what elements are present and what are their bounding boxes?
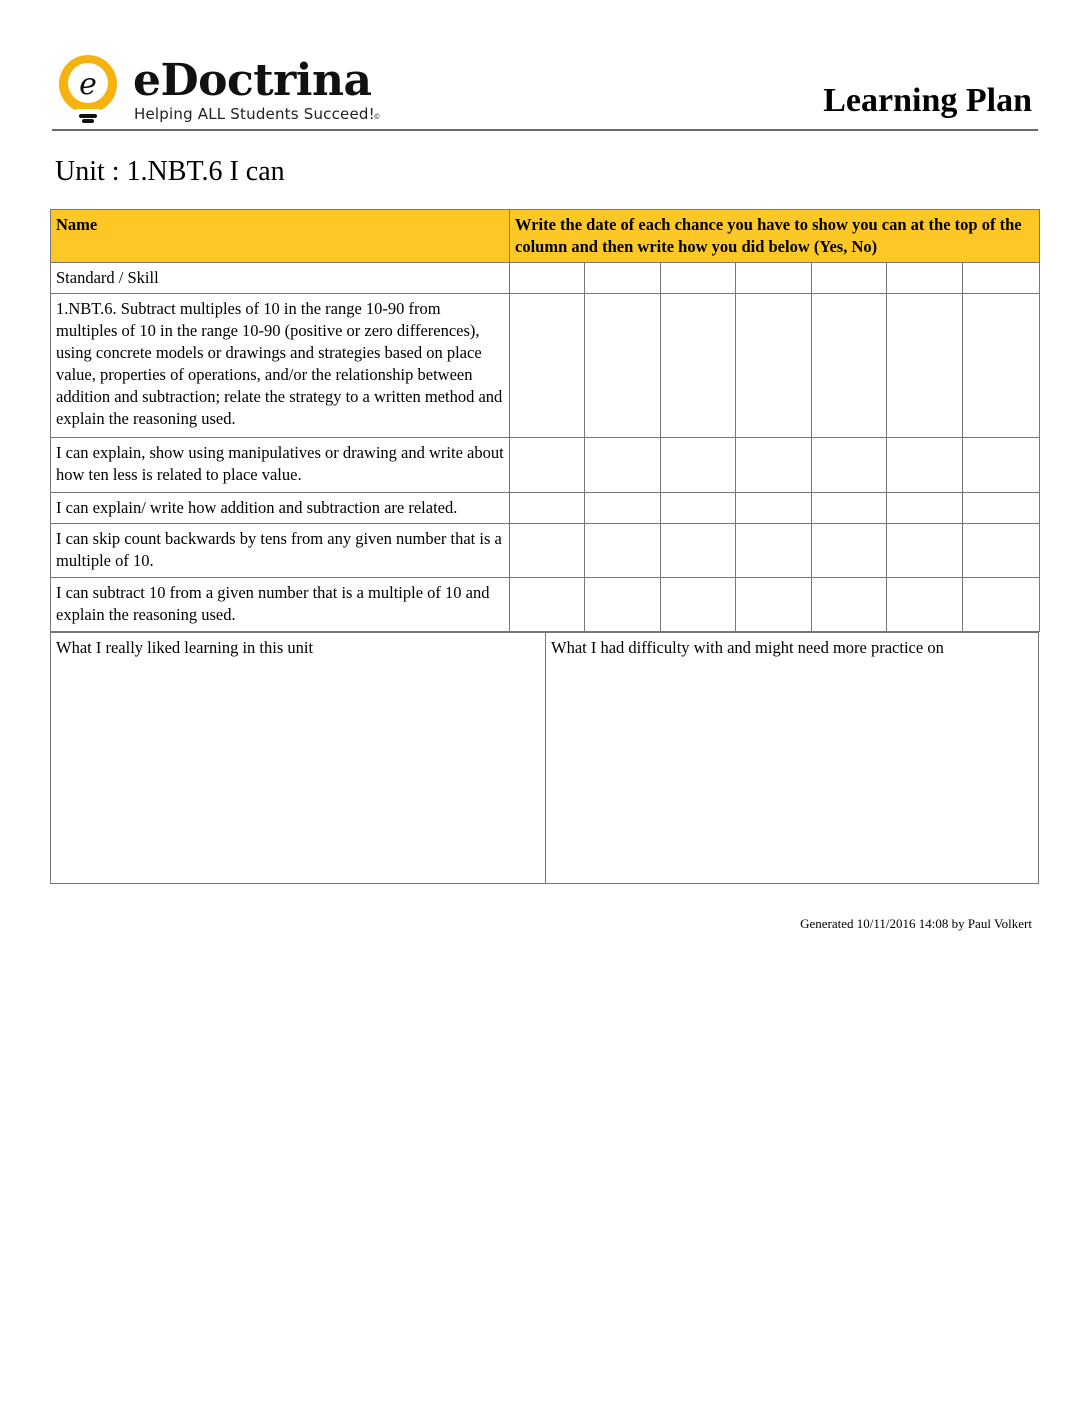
date-cell[interactable] [887,263,963,294]
result-cell[interactable] [887,524,963,578]
difficulty-label: What I had difficulty with and might need more practice on [551,638,944,657]
document-title: Learning Plan [823,82,1032,119]
date-cell[interactable] [963,263,1040,294]
date-cell[interactable] [661,263,736,294]
liked-learning-label: What I really liked learning in this unit [56,638,314,657]
table-row [51,294,1040,438]
result-cell[interactable] [736,493,812,524]
table-row [51,524,1040,578]
result-cell[interactable] [585,578,661,632]
table-row [51,438,1040,493]
table-row [51,493,1040,524]
result-cell[interactable] [812,524,887,578]
generated-footer: Generated 10/11/2016 14:08 by Paul Volkert [800,916,1032,931]
skill-text: I can explain/ write how addition and subtraction are related. [51,493,510,524]
result-cell[interactable] [585,294,661,438]
skill-text: I can skip count backwards by tens from any given number that is a multiple of 10. [51,524,510,578]
result-cell[interactable] [585,524,661,578]
skill-text: I can explain, show using manipulatives or drawing and write about how ten less is related to place value. [51,438,510,493]
result-cell[interactable] [963,524,1040,578]
name-header: Name [51,210,510,263]
result-cell[interactable] [661,493,736,524]
result-cell[interactable] [736,438,812,493]
result-cell[interactable] [510,524,585,578]
standard-skill-row [51,263,1040,294]
result-cell[interactable] [812,294,887,438]
reflection-section [50,632,1039,884]
difficulty-box[interactable] [545,632,1039,884]
result-cell[interactable] [736,578,812,632]
liked-learning-box[interactable] [50,632,545,884]
result-cell[interactable] [887,438,963,493]
table-row [51,578,1040,632]
result-cell[interactable] [887,493,963,524]
result-cell[interactable] [963,438,1040,493]
edoctrina-logo [55,53,381,127]
result-cell[interactable] [812,438,887,493]
result-cell[interactable] [736,294,812,438]
date-cell[interactable] [510,263,585,294]
lightbulb-icon [55,53,125,125]
brand-tagline: Helping ALL Students Succeed! [134,105,375,123]
result-cell[interactable] [812,578,887,632]
instructions-header: Write the date of each chance you have to show you can at the top of the column and then write how you did below (Yes, No) [510,210,1040,263]
result-cell[interactable] [661,524,736,578]
date-cell[interactable] [585,263,661,294]
result-cell[interactable] [661,578,736,632]
unit-title: Unit : 1.NBT.6 I can [55,156,285,187]
header-divider [52,129,1038,131]
date-cell[interactable] [736,263,812,294]
skill-text: 1.NBT.6. Subtract multiples of 10 in the range 10-90 from multiples of 10 in the range 10-90 (positive or zero differences), using concrete models or drawings and strategies based on place value, properties of operations, and/or the relationship between addition and subtraction; relate the strategy to a written method and explain the reasoning used. [51,294,510,438]
skill-text: I can subtract 10 from a given number that is a multiple of 10 and explain the reasoning used. [51,578,510,632]
result-cell[interactable] [963,578,1040,632]
result-cell[interactable] [510,438,585,493]
result-cell[interactable] [661,438,736,493]
result-cell[interactable] [510,578,585,632]
result-cell[interactable] [510,294,585,438]
result-cell[interactable] [510,493,585,524]
logo-letter: e [79,67,97,102]
result-cell[interactable] [585,438,661,493]
result-cell[interactable] [736,524,812,578]
result-cell[interactable] [661,294,736,438]
brand-name: eDoctrina© [133,55,381,121]
result-cell[interactable] [887,578,963,632]
result-cell[interactable] [812,493,887,524]
standard-skill-label: Standard / Skill [51,263,510,294]
result-cell[interactable] [963,493,1040,524]
result-cell[interactable] [585,493,661,524]
learning-plan-table [50,209,1040,632]
date-cell[interactable] [812,263,887,294]
result-cell[interactable] [963,294,1040,438]
table-header-row [51,210,1040,263]
result-cell[interactable] [887,294,963,438]
